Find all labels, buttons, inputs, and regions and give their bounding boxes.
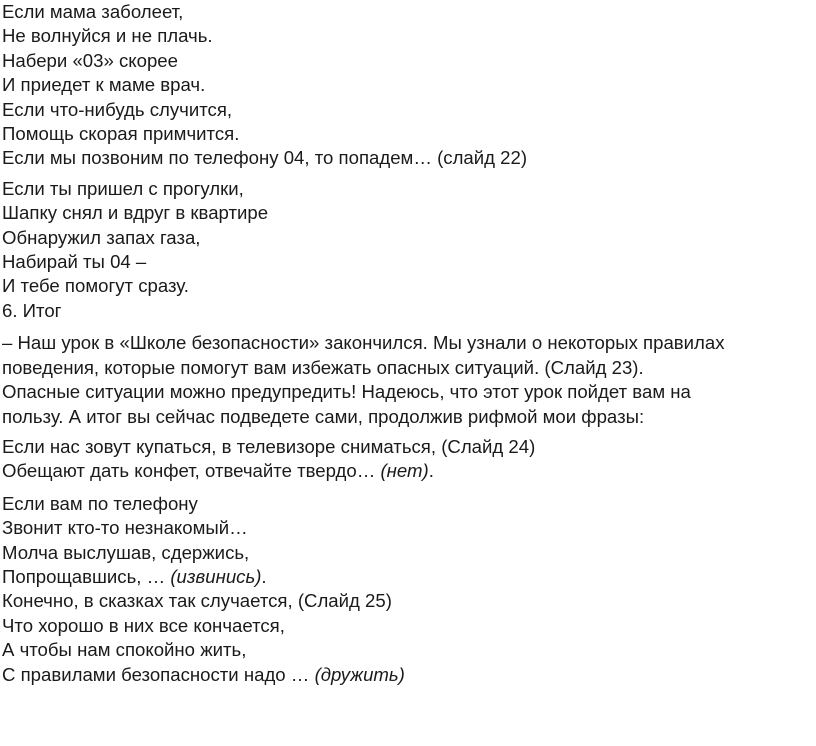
poem-line: Набирай ты 04 – [2,251,147,273]
riddle-punct: . [428,460,434,482]
riddle-line: Если вам по телефону [2,492,198,514]
riddle-line: Молча выслушав, сдержись, [2,541,250,563]
riddle-answer: (дружить) [314,663,405,685]
poem-ambulance [2,0,814,171]
riddle-line [2,663,814,687]
poem-line: Если мама заболеет, [2,1,184,22]
poem-line: Обнаружил запах газа, [2,226,201,248]
poem-line: Не волнуйся и не плачь. [2,25,213,47]
riddle-answer: (извинись) [170,565,262,587]
riddle-line [2,565,814,589]
summary-line: поведения, которые помогут вам избежать опасных ситуаций. (Слайд 23). [2,356,644,378]
poem-line: Если что-нибудь случится, [2,98,233,120]
document-body [2,0,814,687]
summary-paragraph [2,331,814,429]
poem-gas [2,177,814,323]
riddle-text: Попрощавшись, … [2,565,171,587]
riddle-line: Звонит кто-то незнакомый… [2,517,248,539]
riddle-phone [2,492,814,687]
poem-line: Помощь скорая примчится. [2,123,240,145]
poem-line: Если мы позвоним по телефону 04, то попадем… (слайд 22) [2,147,528,169]
summary-line: пользу. А итог вы сейчас подведете сами, продолжив рифмой мои фразы: [2,405,645,427]
riddle-swimming [2,435,814,484]
riddle-text: Обещают дать конфет, отвечайте твердо… [2,460,381,482]
poem-line: Если ты пришел с прогулки, [2,177,244,199]
poem-line: И тебе помогут сразу. [2,275,189,297]
riddle-text: С правилами безопасности надо … [2,663,315,685]
poem-line: И приедет к маме врач. [2,74,206,96]
riddle-punct: . [261,565,267,587]
section-heading: 6. Итог [2,299,62,321]
riddle-line [2,459,814,483]
riddle-line: Что хорошо в них все кончается, [2,614,285,636]
riddle-line: Если нас зовут купаться, в телевизоре сниматься, (Слайд 24) [2,435,536,457]
riddle-line: А чтобы нам спокойно жить, [2,639,247,661]
riddle-line: Конечно, в сказках так случается, (Слайд 25) [2,590,392,612]
poem-line: Шапку снял и вдруг в квартире [2,202,269,224]
summary-line: – Наш урок в «Школе безопасности» закончился. Мы узнали о некоторых правилах [2,332,725,354]
summary-line: Опасные ситуации можно предупредить! Надеюсь, что этот урок пойдет вам на [2,381,691,403]
riddle-answer: (нет) [380,460,429,482]
poem-line: Набери «03» скорее [2,49,178,71]
